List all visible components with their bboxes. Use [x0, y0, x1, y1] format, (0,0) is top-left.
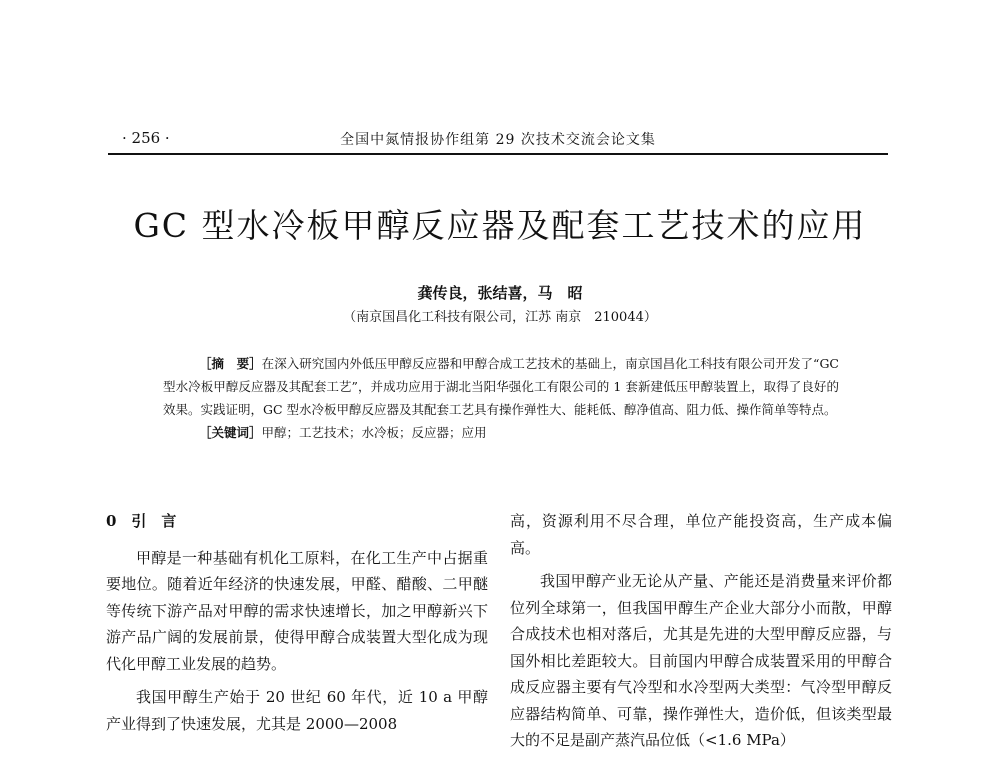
affiliation: （南京国昌化工科技有限公司，江苏 南京 210044）: [343, 310, 657, 325]
running-title: 全国中氮情报协作组第 29 次技术交流会论文集: [340, 132, 656, 148]
keywords: [163, 421, 839, 444]
right-column: [510, 508, 892, 754]
authors: 龚传良，张结喜，马 昭: [417, 284, 583, 302]
page-number: · 256 ·: [122, 129, 170, 147]
left-column: [106, 508, 488, 737]
paper-title: GC 型水冷板甲醇反应器及配套工艺技术的应用: [133, 206, 867, 245]
body-paragraph: 我国甲醇生产始于 20 世纪 60 年代，近 10 a 甲醇产业得到了快速发展，尤其是 2000—2008: [106, 688, 488, 733]
section-heading: 0 引 言: [106, 512, 177, 530]
abstract: [163, 352, 839, 444]
abstract-label: ［摘 要］: [199, 356, 262, 371]
page-header: [108, 127, 888, 155]
body-paragraph: 甲醇是一种基础有机化工原料，在化工生产中占据重要地位。随着近年经济的快速发展，甲醛、醋酸、二甲醚等传统下游产品对甲醇的需求快速增长，加之甲醇新兴下游产品广阔的发展前景，使得甲醇合成装置大型化成为现代化甲醇工业发展的趋势。: [106, 548, 488, 673]
body-paragraph-continuation: 高，资源利用不尽合理，单位产能投资高，生产成本偏高。: [510, 512, 892, 557]
keywords-text: 甲醇；工艺技术；水冷板；反应器；应用: [261, 425, 487, 440]
abstract-paragraph: [163, 352, 839, 421]
keywords-label: ［关键词］: [199, 425, 262, 440]
body-paragraph: 我国甲醇产业无论从产量、产能还是消费量来评价都位列全球第一，但我国甲醇生产企业大部分小而散，甲醇合成技术也相对落后，尤其是先进的大型甲醇反应器，与国外相比差距较大。目前国内甲醇合成装置采用的甲醇合成反应器主要有气冷型和水冷型两大类型：气冷型甲醇反应器结构简单、可靠，操作弹性大，造价低，但该类型最大的不足是副产蒸汽品位低（<1.6 MPa）: [510, 572, 892, 749]
abstract-text: 在深入研究国内外低压甲醇反应器和甲醇合成工艺技术的基础上，南京国昌化工科技有限公司开发了“GC 型水冷板甲醇反应器及其配套工艺”，并成功应用于湖北当阳华强化工有限公司的 1 套新建低压甲醇装置上，取得了良好的效果。实践证明，GC 型水冷板甲醇反应器及其配套工艺具有操作弹性大、能耗低、醇净值高、阻力低、操作简单等特点。: [163, 356, 839, 417]
